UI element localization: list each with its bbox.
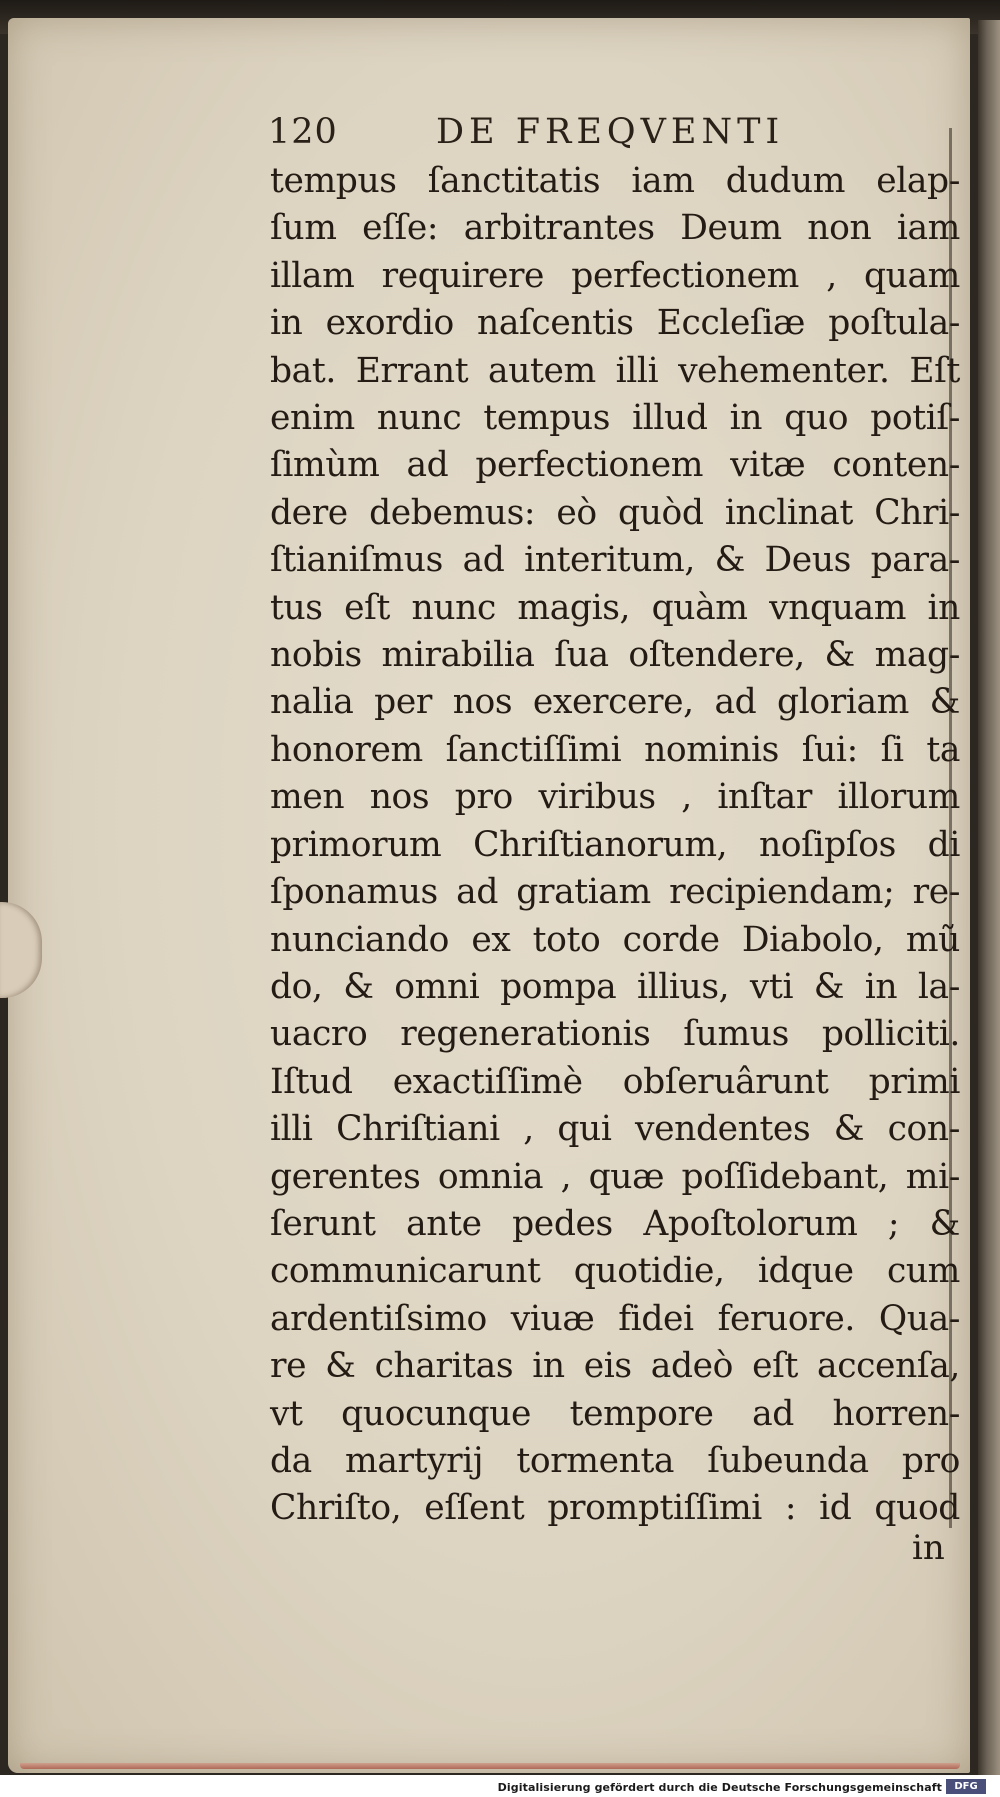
text-line: ſtianiſmus ad interitum, & Deus para-	[270, 540, 960, 581]
text-line: honorem ſanctiſſimi nominis ſui: ſi ta	[270, 729, 960, 770]
text-line: Iſtud exactiſſimè obſeruârunt primi	[270, 1061, 960, 1102]
page-number: 120	[268, 112, 338, 152]
text-line: primorum Chriſtianorum, noſipſos di	[270, 824, 960, 865]
text-line: enim nunc tempus illud in quo potiſ-	[270, 398, 960, 439]
text-line: ſimùm ad perfectionem vitæ conten-	[270, 445, 960, 486]
text-line: ſponamus ad gratiam recipiendam; re-	[270, 872, 960, 913]
page-header	[268, 112, 868, 160]
book-right-edge	[978, 20, 1000, 1780]
text-line: tus eſt nunc magis, quàm vnquam in	[270, 587, 960, 628]
text-line: uacro regenerationis ſumus polliciti.	[270, 1014, 960, 1055]
red-page-edge-bottom	[20, 1763, 960, 1769]
text-line: illi Chriſtiani , qui vendentes & con-	[270, 1109, 960, 1150]
text-line: Chriſto, eſſent promptiſſimi : id quod	[270, 1488, 960, 1529]
dfg-logo: DFG	[946, 1779, 986, 1794]
text-line: nunciando ex toto corde Diabolo, mũ	[270, 919, 960, 960]
text-line: ardentiſsimo viuæ fidei feruore. Qua-	[270, 1298, 960, 1339]
catchword: in	[912, 1528, 945, 1568]
text-line: dere debemus: eò quòd inclinat Chri-	[270, 492, 960, 533]
text-line: ſerunt ante pedes Apoſtolorum ; &	[270, 1203, 960, 1244]
text-line: illam requirere perfectionem , quam	[270, 255, 960, 296]
running-title: DE FREQVENTI	[436, 112, 785, 152]
text-line: ſum eſſe: arbitrantes Deum non iam	[270, 208, 960, 249]
text-line: da martyrij tormenta ſubeunda pro	[270, 1440, 960, 1481]
body-text	[270, 158, 960, 1533]
text-line: nalia per nos exercere, ad gloriam &	[270, 682, 960, 723]
funding-credit: Digitalisierung gefördert durch die Deutsche Forschungsgemeinschaft	[497, 1781, 942, 1794]
text-line: vt quocunque tempore ad horren-	[270, 1393, 960, 1434]
text-line: tempus ſanctitatis iam dudum elap-	[270, 161, 960, 201]
text-line: bat. Errant autem illi vehementer. Eſt	[270, 350, 960, 391]
text-line: nobis mirabilia ſua oſtendere, & mag-	[270, 635, 960, 676]
text-line: communicarunt quotidie, idque cum	[270, 1251, 960, 1292]
text-line: men nos pro viribus , inſtar illorum	[270, 777, 960, 818]
text-line: do, & omni pompa illius, vti & in la-	[270, 966, 960, 1007]
text-line: gerentes omnia , quæ poſſidebant, mi-	[270, 1156, 960, 1197]
footer-bar	[0, 1775, 1000, 1797]
text-line: re & charitas in eis adeò eſt accenſa,	[270, 1346, 960, 1387]
text-line: in exordio naſcentis Eccleſiæ poſtula-	[270, 303, 960, 344]
